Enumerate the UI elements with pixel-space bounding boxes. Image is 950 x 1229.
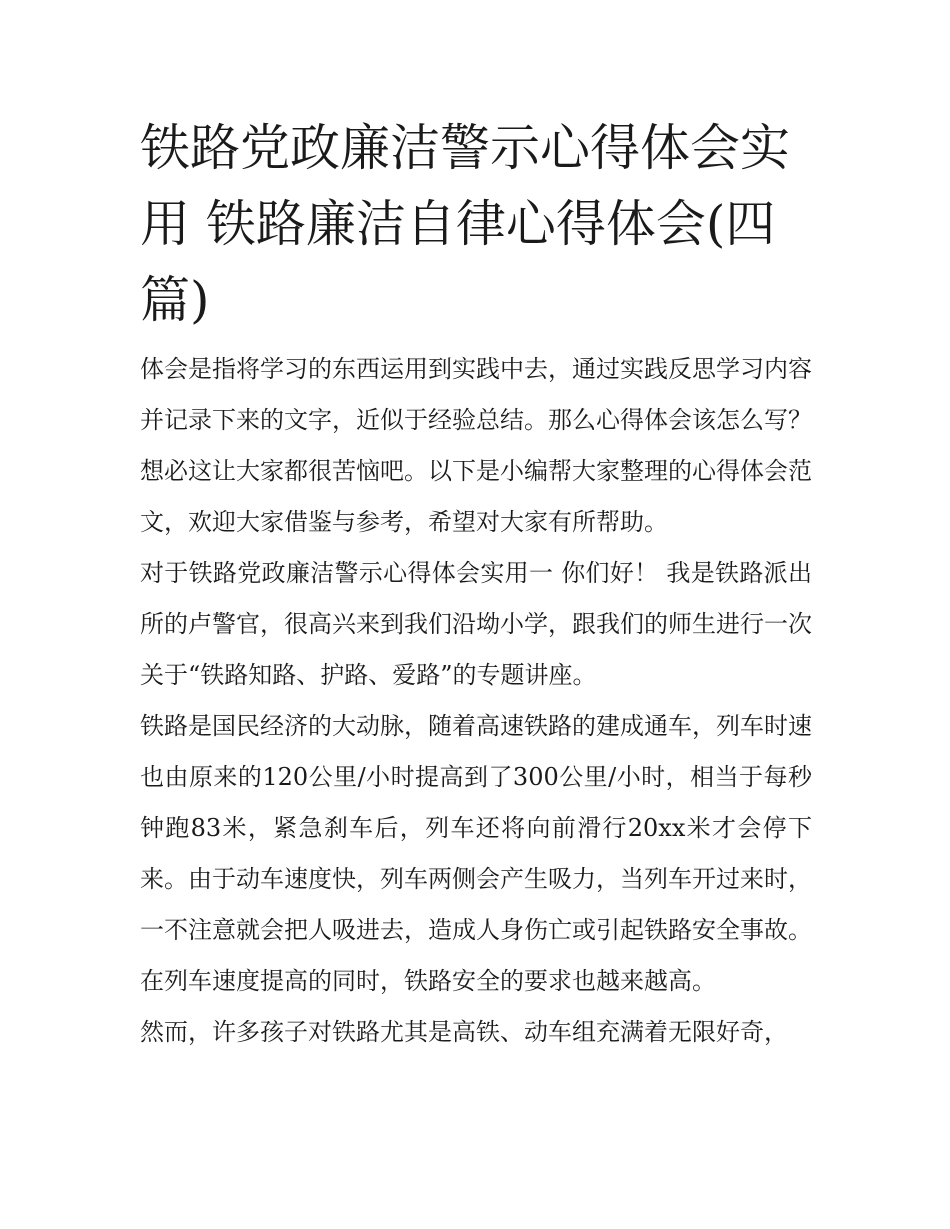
- document-page: [140, 110, 812, 1058]
- document-title: 铁路党政廉洁警示心得体会实用 铁路廉洁自律心得体会(四篇): [140, 119, 790, 329]
- paragraph-children-curiosity: 然而，许多孩子对铁路尤其是高铁、动车组充满着无限好奇，: [140, 1018, 788, 1046]
- paragraph-greeting: 对于铁路党政廉洁警示心得体会实用一 你们好！ 我是铁路派出所的卢警官，很高兴来到我们沿坳小学，跟我们的师生进行一次关于“铁路知路、护路、爱路”的专题讲座。: [140, 559, 812, 689]
- paragraph-intro: 体会是指将学习的东西运用到实践中去，通过实践反思学习内容并记录下来的文字，近似于经验总结。那么心得体会该怎么写？想必这让大家都很苦恼吧。以下是小编帮大家整理的心得体会范文，欢迎大家借鉴与参考，希望对大家有所帮助。: [140, 355, 812, 536]
- paragraph-railway-speed: 铁路是国民经济的大动脉，随着高速铁路的建成通车，列车时速也由原来的120公里/小时提高到了300公里/小时，相当于每秒钟跑83米，紧急刹车后，列车还将向前滑行20xx米才会停下来。由于动车速度快，列车两侧会产生吸力，当列车开过来时，一不注意就会把人吸进去，造成人身伤亡或引起铁路安全事故。在列车速度提高的同时，铁路安全的要求也越来越高。: [140, 712, 812, 995]
